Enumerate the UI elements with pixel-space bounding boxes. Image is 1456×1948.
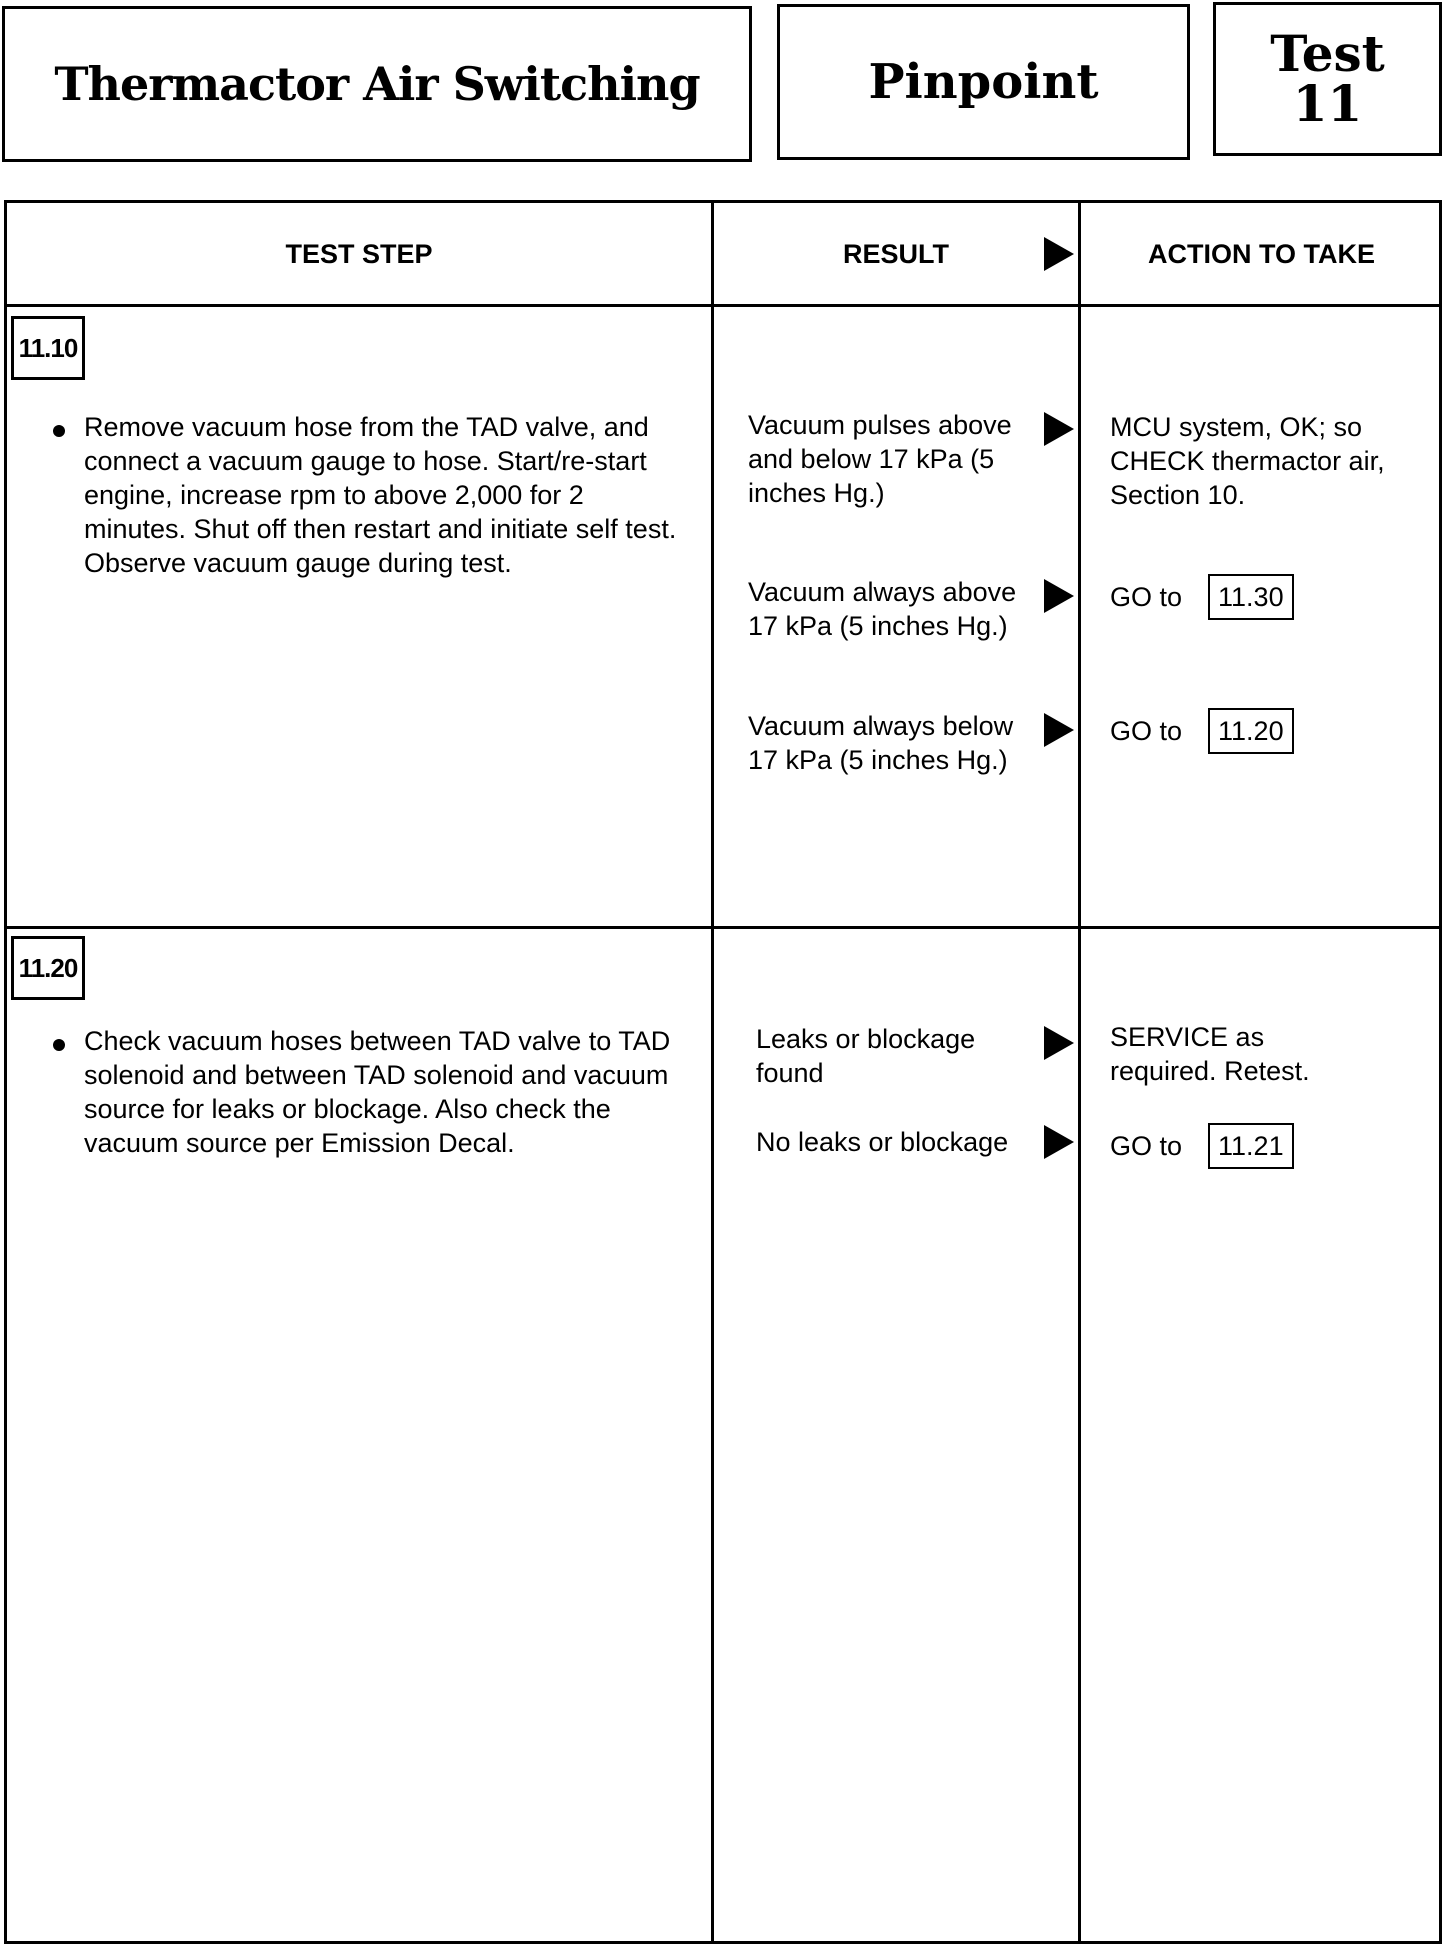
step-number: 11.10 [11, 316, 85, 380]
goto-label: GO to [1110, 716, 1183, 746]
test-number-box [1213, 2, 1442, 156]
step-instruction: Check vacuum hoses between TAD valve to TAD solenoid and between TAD solenoid and vacuum source for leaks or blockage. Also check the vacuum source per Emission Decal. [84, 1026, 671, 1158]
result-arrow-icon [1044, 412, 1074, 446]
result-text: Vacuum always below 17 kPa (5 inches Hg.) [748, 711, 1014, 775]
column-divider [1078, 203, 1081, 1941]
result-text: Vacuum pulses above and below 17 kPa (5 inches Hg.) [748, 410, 1012, 508]
test-type-label: Pinpoint [777, 4, 1190, 160]
test-label: Test [1270, 24, 1385, 83]
goto-label: GO to [1110, 582, 1183, 612]
bullet-icon [53, 1039, 65, 1051]
column-header-action: ACTION TO TAKE [1148, 238, 1375, 269]
goto-label: GO to [1110, 1131, 1183, 1161]
goto-step-reference[interactable]: 11.21 [1208, 1123, 1294, 1169]
result-arrow-icon [1044, 713, 1074, 747]
column-header-result: RESULT [843, 238, 949, 269]
result-text: Leaks or blockage found [756, 1024, 976, 1088]
goto-step-reference[interactable]: 11.30 [1208, 574, 1294, 620]
result-arrow-icon [1044, 1026, 1074, 1060]
page-title: Thermactor Air Switching [2, 6, 752, 162]
result-arrow-icon [1044, 579, 1074, 613]
pinpoint-test-table [4, 200, 1442, 1944]
test-number: 11 [1292, 74, 1363, 133]
result-text: Vacuum always above 17 kPa (5 inches Hg.) [748, 577, 1017, 641]
bullet-icon [53, 425, 65, 437]
action-text: SERVICE as required. Retest. [1110, 1022, 1310, 1086]
action-text: MCU system, OK; so CHECK thermactor air, Section 10. [1110, 412, 1385, 510]
step-instruction: Remove vacuum hose from the TAD valve, and connect a vacuum gauge to hose. Start/re-start engine, increase rpm to above 2,000 for 2 minutes. Shut off then restart and initiate self test. Observe vacuum gauge during test. [84, 412, 677, 578]
header-arrow-icon [1044, 237, 1074, 271]
action-goto [1110, 1123, 1294, 1169]
action-goto [1110, 574, 1294, 620]
result-text: No leaks or blockage [756, 1127, 1009, 1157]
column-divider [711, 203, 714, 1941]
step-number: 11.20 [11, 936, 85, 1000]
result-arrow-icon [1044, 1125, 1074, 1159]
goto-step-reference[interactable]: 11.20 [1208, 708, 1294, 754]
action-goto [1110, 708, 1294, 754]
step-row-divider [7, 926, 1439, 929]
column-header-test-step: TEST STEP [285, 238, 433, 269]
